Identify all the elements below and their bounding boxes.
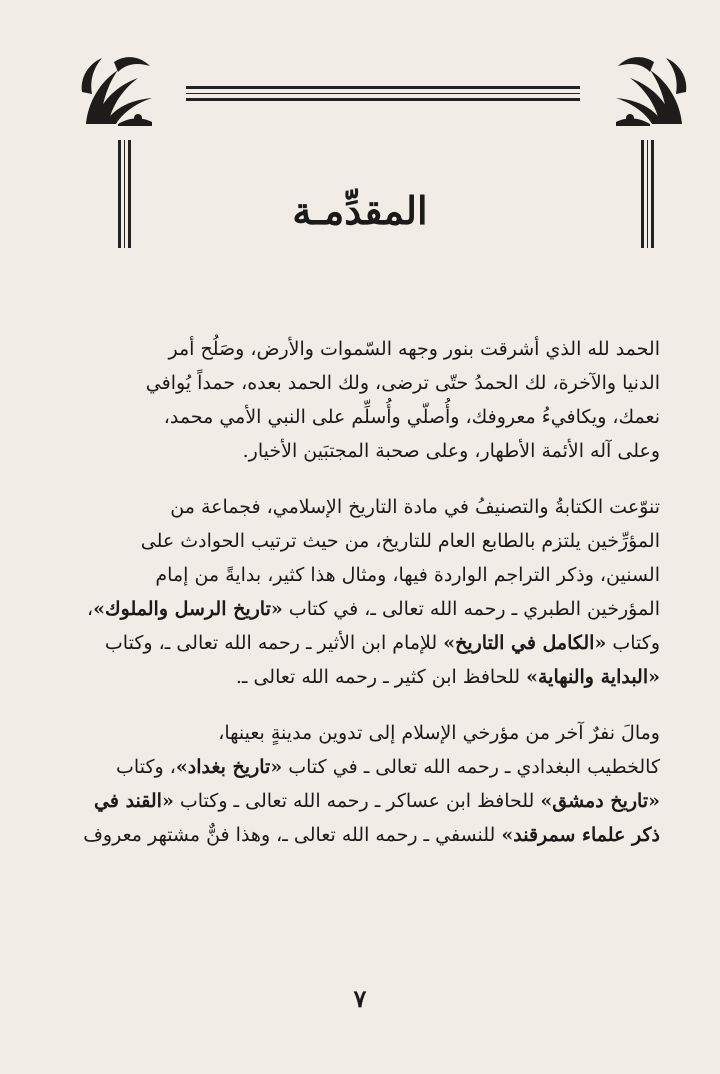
- text-line: السنين، وذكر التراجم الواردة فيها، ومثال هذا كثير، بدايةً من إمام: [155, 564, 660, 586]
- page-number: ٧: [353, 984, 367, 1013]
- text-line: نعمك، ويكافيءُ معروفك، وأُصلّي وأُسلِّم على النبي الأمي محمد،: [163, 406, 660, 428]
- header-rule: [186, 98, 580, 101]
- text-line: المؤرخين الطبري ـ رحمه الله تعالى ـ، في كتاب «تاريخ الرسل والملوك»،: [86, 598, 660, 620]
- floral-ornament-left-icon: [78, 52, 158, 132]
- text-line: «تاريخ دمشق» للحافظ ابن عساكر ـ رحمه الله تعالى ـ وكتاب «القند في: [94, 790, 660, 812]
- text-line: كالخطيب البغدادي ـ رحمه الله تعالى ـ في كتاب «تاريخ بغداد»، وكتاب: [116, 756, 660, 778]
- text-line: الدنيا والآخرة، لك الحمدُ حتّى ترضى، ولك الحمد بعده، حمداً يُوافي: [145, 372, 660, 394]
- text-line: «البداية والنهاية» للحافظ ابن كثير ـ رحمه الله تعالى ـ.: [235, 666, 660, 688]
- header-rule: [186, 93, 580, 94]
- header-rule: [186, 86, 580, 89]
- text-line: وعلى آله الأئمة الأطهار، وعلى صحبة المجتبَين الأخيار.: [242, 440, 660, 462]
- book-title: «القند في: [94, 790, 174, 812]
- text-line: الحمد لله الذي أشرقت بنور وجهه السّموات والأرض، وصَلُح أمر: [168, 338, 660, 360]
- page-title: المقدِّمـة: [292, 188, 428, 233]
- book-title: «البداية والنهاية»: [526, 666, 660, 688]
- text-line: المؤرِّخين يلتزم بالطابع العام للتاريخ، من حيث ترتيب الحوادث على: [140, 530, 660, 552]
- book-title: «تاريخ بغداد»: [175, 756, 283, 778]
- book-title: ذكر علماء سمرقند»: [501, 824, 660, 846]
- book-title: «الكامل في التاريخ»: [443, 632, 607, 654]
- book-title: «تاريخ الرسل والملوك»: [93, 598, 283, 620]
- text-line: ذكر علماء سمرقند» للنسفي ـ رحمه الله تعالى ـ، وهذا فنٌّ مشتهر معروف: [83, 824, 660, 846]
- text-line: تنوّعت الكتابةُ والتصنيفُ في مادة التاريخ الإسلامي، فجماعة من: [170, 496, 660, 518]
- text-line: ومالَ نفرٌ آخر من مؤرخي الإسلام إلى تدوين مدينةٍ بعينها،: [218, 722, 660, 744]
- book-title: «تاريخ دمشق»: [540, 790, 660, 812]
- body-text: [60, 332, 660, 852]
- text-line: وكتاب «الكامل في التاريخ» للإمام ابن الأثير ـ رحمه الله تعالى ـ، وكتاب: [104, 632, 660, 654]
- floral-ornament-right-icon: [610, 52, 690, 132]
